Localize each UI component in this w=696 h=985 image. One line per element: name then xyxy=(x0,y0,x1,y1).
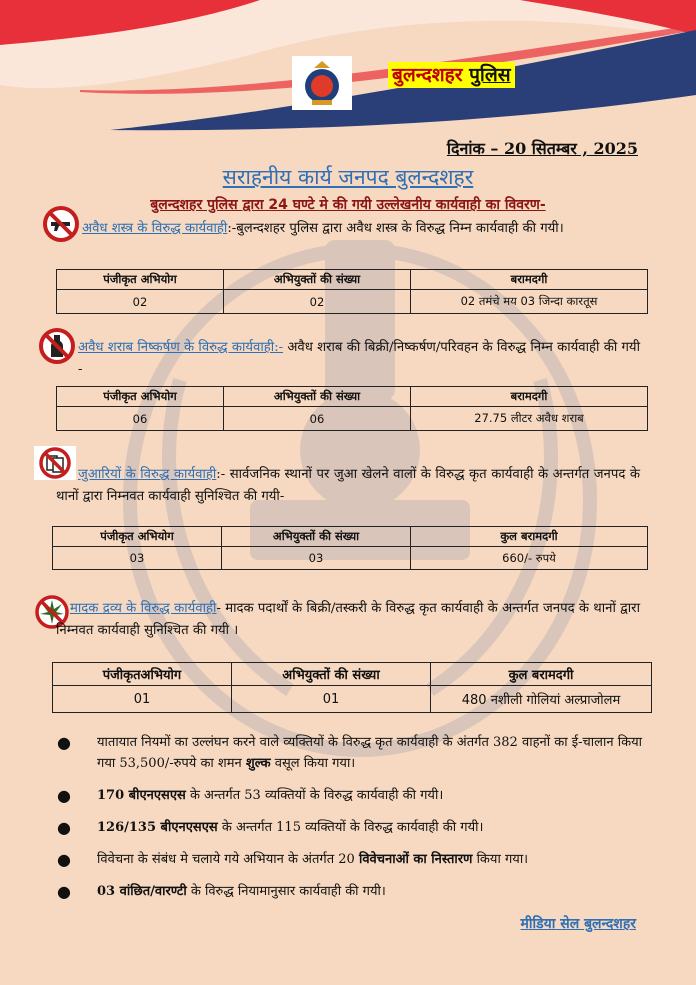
table-cell: 660/- रुपये xyxy=(411,547,648,570)
table-cell: 27.75 लीटर अवैध शराब xyxy=(411,407,648,431)
table-header-cell: अभियुक्तों की संख्या xyxy=(224,387,411,407)
list-item xyxy=(57,732,642,774)
table-header-cell: कुल बरामदगी xyxy=(431,663,652,686)
up-police-emblem-icon xyxy=(292,56,352,110)
table-cell: 480 नशीली गोलियां अल्प्राजोलम xyxy=(431,686,652,713)
bullet-text: के अन्तर्गत 53 व्यक्तियों के विरुद्ध कार्यवाही की गयी। xyxy=(185,788,444,803)
summary-list xyxy=(57,732,642,913)
table-row xyxy=(53,686,652,713)
table-header-cell: बरामदगी xyxy=(411,270,648,290)
brand-police: पुलिस xyxy=(469,64,511,86)
list-item xyxy=(57,881,642,902)
no-liquor-icon xyxy=(38,327,76,365)
table-header-cell: पंजीकृत अभियोग xyxy=(57,270,224,290)
table-cell: 02 xyxy=(57,290,224,314)
table-cell: 02 तमंचे मय 03 जिन्दा कारतूस xyxy=(411,290,648,314)
list-item xyxy=(57,817,642,838)
section-liquor-heading: अवैध शराब निष्कर्षण के विरुद्ध कार्यवाही:- xyxy=(78,340,284,355)
bullet-bold-text: 126/135 बीएनएसएस xyxy=(97,820,218,835)
section-gambling-heading: जुआरियों के विरुद्ध कार्यवाही xyxy=(78,467,217,482)
bullet-icon: ● xyxy=(57,733,71,752)
liquor-table xyxy=(56,386,648,431)
table-header-cell: अभियुक्तों की संख्या xyxy=(232,663,431,686)
brand-city: बुलन्दशहर xyxy=(392,64,463,86)
bullet-bold-text: शुल्क xyxy=(245,756,271,771)
arms-table xyxy=(56,269,648,314)
section-drugs-heading: मादक द्रव्य के विरुद्ध कार्यवाही xyxy=(70,601,217,616)
bullet-text: वसूल किया गया। xyxy=(270,756,356,771)
table-cell: 03 xyxy=(53,547,222,570)
page-subtitle: बुलन्दशहर पुलिस द्वारा 24 घण्टे मे की गयी उल्लेखनीय कार्यवाही का विवरण- xyxy=(150,197,546,213)
bullet-text: के अन्तर्गत 115 व्यक्तियों के विरुद्ध कार्यवाही की गयी। xyxy=(217,820,484,835)
bullet-text: के विरुद्ध नियामानुसार कार्यवाही की गयी। xyxy=(186,884,386,899)
table-cell: 02 xyxy=(224,290,411,314)
bullet-text: यातायात नियमों का उल्लंघन करने वाले व्यक्तियों के विरुद्ध कृत कार्यवाही के अंतर्गत 382 वाहनों का ई-चालान किया गया 53,500/-रुपये का शमन xyxy=(97,735,642,771)
table-header-cell: कुल बरामदगी xyxy=(411,527,648,547)
date-line: दिनांक – 20 सितम्बर , 2025 xyxy=(446,139,638,158)
bullet-bold-text: 170 बीएनएसएस xyxy=(97,788,186,803)
table-header-row xyxy=(53,527,648,547)
section-liquor-desc: अवैध शराब की बिक्री/निष्कर्षण/परिवहन के विरुद्ध निम्न कार्यवाही की गयी - xyxy=(78,340,640,377)
page-title: सराहनीय कार्य जनपद बुलन्दशहर xyxy=(222,165,474,189)
table-cell: 01 xyxy=(232,686,431,713)
table-header-cell: अभियुक्तों की संख्या xyxy=(224,270,411,290)
table-row xyxy=(57,407,648,431)
table-cell: 03 xyxy=(222,547,411,570)
table-header-row xyxy=(53,663,652,686)
table-header-cell: बरामदगी xyxy=(411,387,648,407)
table-header-cell: पंजीकृत अभियोग xyxy=(53,527,222,547)
gambling-table xyxy=(52,526,648,570)
bullet-icon: ● xyxy=(57,818,71,837)
bullet-icon: ● xyxy=(57,786,71,805)
section-arms-heading: अवैध शस्त्र के विरुद्ध कार्यवाही xyxy=(82,221,228,236)
table-cell: 06 xyxy=(57,407,224,431)
bullet-bold-text: 03 वांछित/वारण्टी xyxy=(97,884,187,899)
list-item xyxy=(57,785,642,806)
table-cell: 06 xyxy=(224,407,411,431)
brand-banner xyxy=(388,62,515,88)
section-arms-desc: :-बुलन्दशहर पुलिस द्वारा अवैध शस्त्र के विरुद्ध निम्न कार्यवाही की गयी। xyxy=(227,221,564,236)
table-cell: 01 xyxy=(53,686,232,713)
table-header-row xyxy=(57,387,648,407)
list-item xyxy=(57,849,642,870)
section-gambling-text xyxy=(56,464,640,508)
section-drugs-desc: - मादक पदार्थों के बिक्री/तस्करी के विरुद्ध कृत कार्यवाही के अन्तर्गत जनपद के थानों द्वारा निम्नवत कार्यवाही सुनिश्चित की गयी । xyxy=(56,601,640,638)
bullet-icon: ● xyxy=(57,882,71,901)
table-header-cell: पंजीकृतअभियोग xyxy=(53,663,232,686)
bullet-icon: ● xyxy=(57,850,71,869)
bullet-text: किया गया। xyxy=(472,852,529,867)
table-row xyxy=(53,547,648,570)
drugs-table xyxy=(52,662,652,713)
section-liquor-text xyxy=(78,337,640,381)
table-row xyxy=(57,290,648,314)
section-drugs-text xyxy=(56,598,640,642)
table-header-cell: अभियुक्तों की संख्या xyxy=(222,527,411,547)
table-header-cell: पंजीकृत अभियोग xyxy=(57,387,224,407)
section-gambling-desc: :- सार्वजनिक स्थानों पर जुआ खेलने वालों के विरुद्ध कृत कार्यवाही के अन्तर्गत जनपद के थानों द्वारा निम्नवत कार्यवाही सुनिश्चित की गयी- xyxy=(56,467,640,504)
section-arms-text xyxy=(58,218,638,240)
bullet-text: विवेचना के संबंध मे चलाये गये अभियान के अंतर्गत 20 xyxy=(97,852,359,867)
media-cell-signature: मीडिया सेल बुलन्दशहर xyxy=(520,916,636,932)
bullet-bold-text: विवेचनाओं का निस्तारण xyxy=(358,852,473,867)
table-header-row xyxy=(57,270,648,290)
